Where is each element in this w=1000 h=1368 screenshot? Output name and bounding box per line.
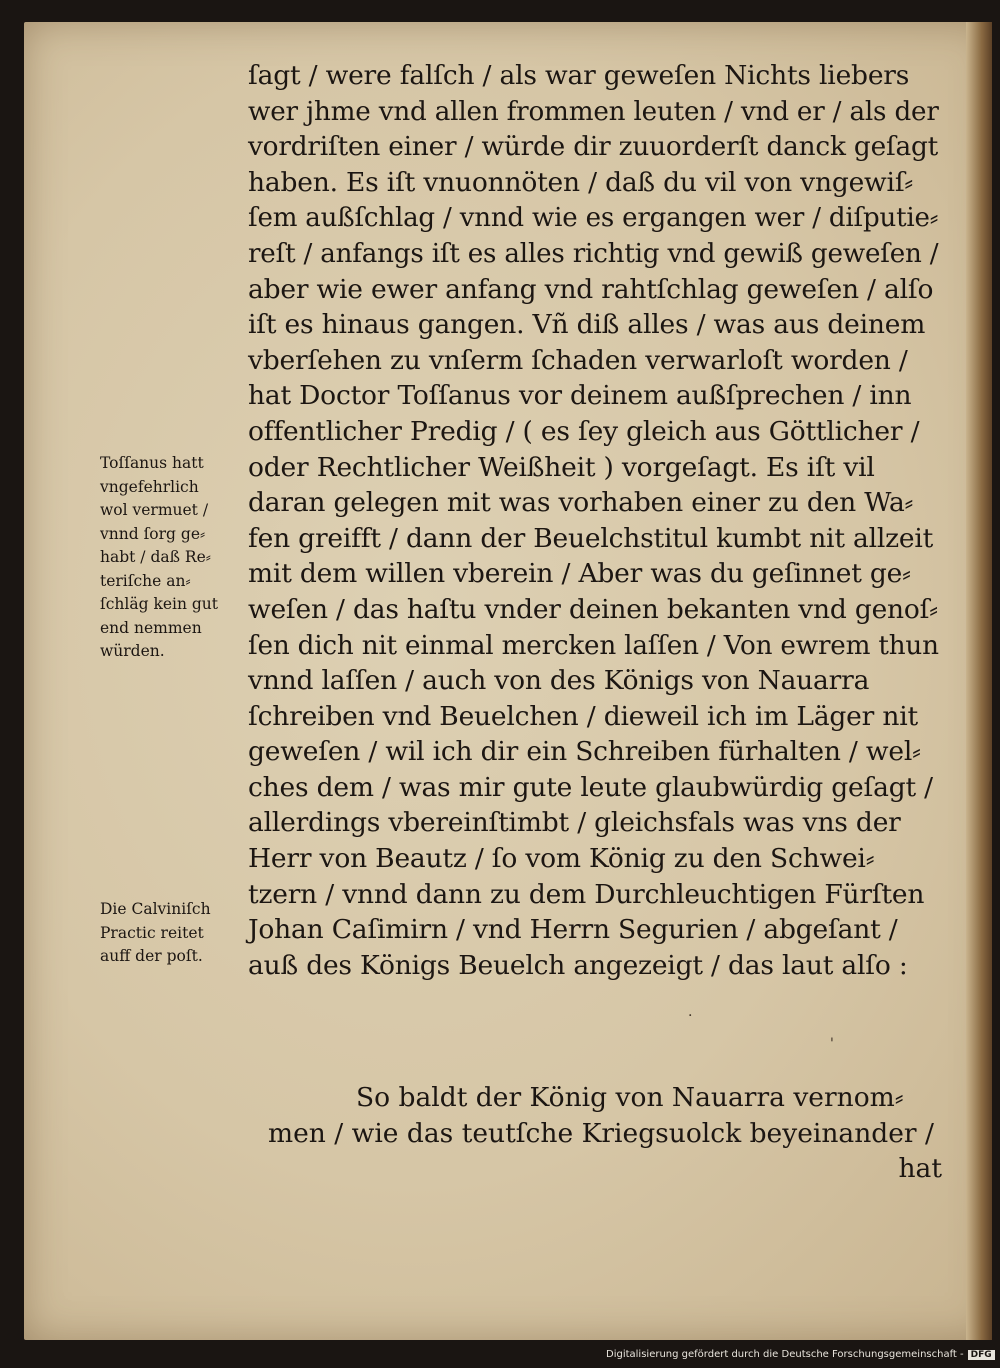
digitization-footer — [606, 1349, 995, 1360]
text-line: fen greifft / dann der Beuelchstitul kumbt nit allzeit — [248, 522, 934, 554]
text-line: ſchreiben vnd Beuelchen / dieweil ich im Läger nit — [248, 700, 918, 732]
text-line: vordriſten einer / würde dir zuuorderſt danck geſagt — [248, 131, 939, 163]
marginal-note-line: würden. — [100, 642, 165, 660]
book-spine — [966, 22, 992, 1340]
text-line: vnnd laſſen / auch von des Königs von Nauarra — [248, 665, 870, 697]
text-line: Herr von Beautz / ſo vom König zu den Schwei⸗ — [248, 843, 875, 875]
catchword: hat — [898, 1153, 942, 1185]
text-line: geweſen / wil ich dir ein Schreiben fürhalten / wel⸗ — [248, 736, 921, 768]
text-line: auß des Königs Beuelch angezeigt / das laut alſo : — [248, 949, 908, 981]
text-line: ſen dich nit einmal mercken laſſen / Von ewrem thun — [248, 629, 939, 661]
ink-speck: ' — [830, 1036, 834, 1052]
dfg-logo: DFG — [968, 1350, 995, 1360]
ink-speck: . — [688, 1004, 693, 1020]
marginal-note-line: auff der poſt. — [100, 947, 203, 965]
marginal-note-line: wol vermuet / — [100, 501, 209, 519]
closing-line-2: men / wie das teutſche Kriegsuolck beyeinander / — [268, 1117, 934, 1149]
text-line: wer jhme vnd allen frommen leuten / vnd er / als der — [248, 95, 939, 127]
text-line: aber wie ewer anfang vnd rahtſchlag geweſen / alſo — [248, 273, 934, 305]
main-text-block — [248, 58, 938, 983]
text-line: mit dem willen vberein / Aber was du geſinnet ge⸗ — [248, 558, 911, 590]
text-line: ſagt / were falſch / als war geweſen Nichts liebers — [248, 60, 910, 91]
text-line: tzern / vnnd dann zu dem Durchleuchtigen Fürſten — [248, 878, 925, 910]
closing-text-block — [268, 1080, 948, 1187]
text-line: ſem außſchlag / vnnd wie es ergangen wer / diſputie⸗ — [248, 202, 939, 234]
text-line: Johan Caſimirn / vnd Herrn Segurien / abgeſant / — [248, 914, 898, 946]
marginal-note-calvinist-practice — [100, 898, 258, 969]
closing-line-1: So baldt der König von Nauarra vernom⸗ — [356, 1082, 904, 1113]
marginal-note-tossanus — [100, 452, 258, 664]
text-line: oder Rechtlicher Weißheit ) vorgeſagt. Es iſt vil — [248, 451, 875, 483]
text-line: daran gelegen mit was vorhaben einer zu den Wa⸗ — [248, 487, 914, 519]
marginal-note-line: teriſche an⸗ — [100, 571, 191, 590]
text-line: allerdings vbereinſtimbt / gleichsfals was vns der — [248, 807, 901, 839]
text-line: haben. Es iſt vnuonnöten / daß du vil von vngewiſ⸗ — [248, 166, 914, 198]
footer-text: Digitalisierung gefördert durch die Deutsche Forschungsgemeinschaft - — [606, 1349, 964, 1360]
text-line: weſen / das haſtu vnder deinen bekanten vnd genoſ⸗ — [248, 593, 938, 625]
marginal-note-line: Practic reitet — [100, 923, 204, 942]
marginal-note-line: ſchläg kein gut — [100, 595, 219, 613]
marginal-note-line: habt / daß Re⸗ — [100, 548, 211, 566]
text-line: hat Doctor Toſſanus vor deinem außſprechen / inn — [248, 380, 912, 412]
marginal-note-line: end nemmen — [100, 618, 202, 637]
marginal-note-line: vnnd ſorg ge⸗ — [100, 524, 206, 543]
text-line: ches dem / was mir gute leute glaubwürdig geſagt / — [248, 771, 933, 803]
marginal-note-line: Die Calviniſch — [100, 900, 211, 918]
text-line: reſt / anfangs iſt es alles richtig vnd gewiß geweſen / — [248, 237, 939, 269]
marginal-note-line: vngefehrlich — [100, 477, 199, 496]
text-line: iſt es hinaus gangen. Vñ diß alles / was aus deinem — [248, 309, 926, 341]
marginal-note-line: Toſſanus hatt — [100, 454, 204, 472]
text-line: offentlicher Predig / ( es ſey gleich aus Göttlicher / — [248, 415, 920, 447]
text-line: vberſehen zu vnſerm ſchaden verwarloſt worden / — [248, 344, 908, 376]
